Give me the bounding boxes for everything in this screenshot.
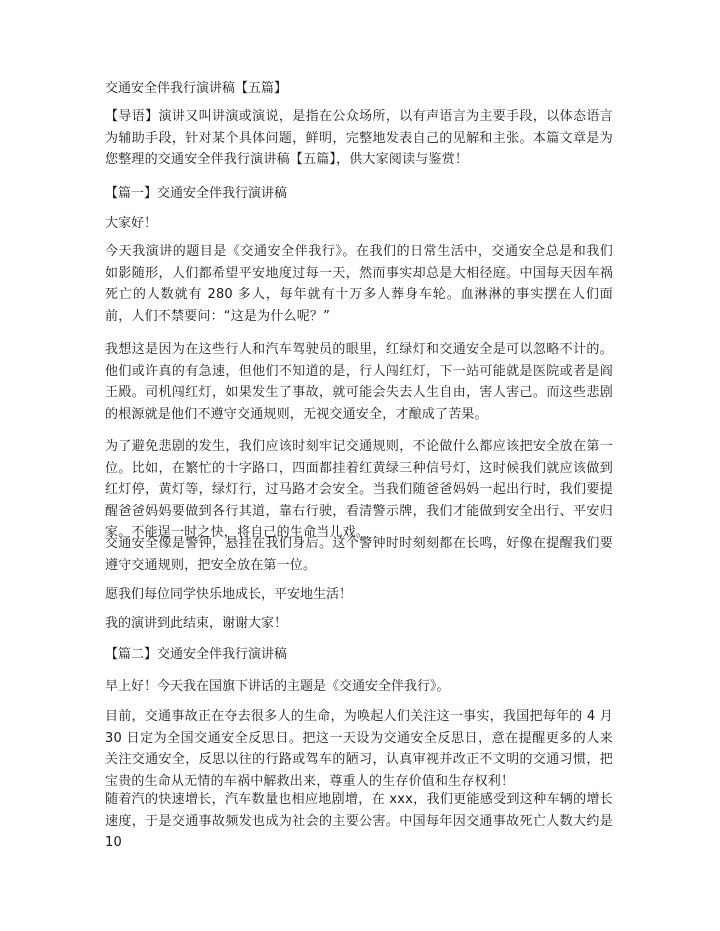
section1-text-1: 今天我演讲的题目是《交通安全伴我行》。在我们的日常生活中，交通安全总是和我们如影随形，人们都希望平安地度过每一天，然而事实却总是大相径庭。中国每天因车祸死亡的人数就有 280 多人，每年就有十万多人葬身车轮。血淋淋的事实摆在人们面前，人们不禁要问：“这是为什么呢？” bbox=[105, 244, 613, 324]
section2-heading: 【篇二】交通安全伴我行演讲稿 bbox=[105, 647, 288, 662]
section2-paragraph-1: 早上好！今天我在国旗下讲话的主题是《交通安全伴我行》。 bbox=[105, 679, 450, 694]
section1-text-4: 交通安全像是警钟，悬挂在我们身后。这个警钟时时刻刻都在长鸣，好像在提醒我们要遵守交通规则，把安全放在第一位。 bbox=[105, 536, 613, 573]
intro-text: 【导语】演讲又叫讲演或演说，是指在公众场所，以有声语言为主要手段，以体态语言为辅助手段，针对某个具体问题，鲜明，完整地发表自己的见解和主张。本篇文章是为您整理的交通安全伴我行演讲稿【五篇】，供大家阅读与鉴赏！ bbox=[105, 109, 613, 168]
section1-paragraph-4 bbox=[105, 533, 613, 576]
section1-greeting: 大家好！ bbox=[105, 216, 158, 231]
section2-text-2: 目前，交通事故正在夺去很多人的生命，为唤起人们关注这一事实，我国把每年的 4 月 30 日定为全国交通安全反思日。把这一天设为交通安全反思日，意在提醒更多的人来关注交通安全，反思以往的行路或驾车的陋习，认真审视并改正不文明的交通习惯，把宝贵的生命从无情的车祸中解救出来，尊重人的生存价值和生存权利！ bbox=[105, 709, 613, 789]
section1-paragraph-1 bbox=[105, 241, 613, 327]
section1-text-2: 我想这是因为在这些行人和汽车驾驶员的眼里，红绿灯和交通安全是可以忽略不计的。他们或许真的有急速，但他们不知道的是，行人闯红灯，下一站可能就是医院或者是阎王殿。司机闯红灯，如果发生了事故，就可能会失去人生自由，害人害己。而这些悲剧的根源就是他们不遵守交通规则，无视交通安全，才酿成了苦果。 bbox=[105, 342, 613, 422]
document-title: 交通安全伴我行演讲稿【五篇】 bbox=[105, 81, 288, 96]
section1-paragraph-2 bbox=[105, 339, 613, 425]
section2-paragraph-2 bbox=[105, 706, 613, 792]
section1-heading: 【篇一】交通安全伴我行演讲稿 bbox=[105, 186, 288, 201]
section1-paragraph-5: 愿我们每位同学快乐地成长，平安地生活！ bbox=[105, 587, 353, 602]
section2-text-3: 随着汽的快速增长，汽车数量也相应地剧增，在 xxx，我们更能感受到这种车辆的增长速度，于是交通事故频发也成为社会的主要公害。中国每年因交通事故死亡人数大约是 10 bbox=[105, 792, 613, 851]
intro-paragraph bbox=[105, 106, 613, 171]
section2-paragraph-3 bbox=[105, 789, 613, 854]
section1-text-3: 为了避免悲剧的发生，我们应该时刻牢记交通规则，不论做什么都应该把安全放在第一位。比如，在繁忙的十字路口，四面都挂着红黄绿三种信号灯，这时候我们就应该做到红灯停，黄灯等，绿灯行，过马路才会安全。当我们随爸爸妈妈一起出行时，我们要提醒爸爸妈妈要做到各行其道，靠右行驶，看清警示牌，我们才能做到安全出行、平安归家。不能逞一时之快，将自己的生命当儿戏。 bbox=[105, 439, 613, 541]
section1-paragraph-6: 我的演讲到此结束，谢谢大家！ bbox=[105, 616, 288, 631]
section1-paragraph-3 bbox=[105, 436, 613, 544]
